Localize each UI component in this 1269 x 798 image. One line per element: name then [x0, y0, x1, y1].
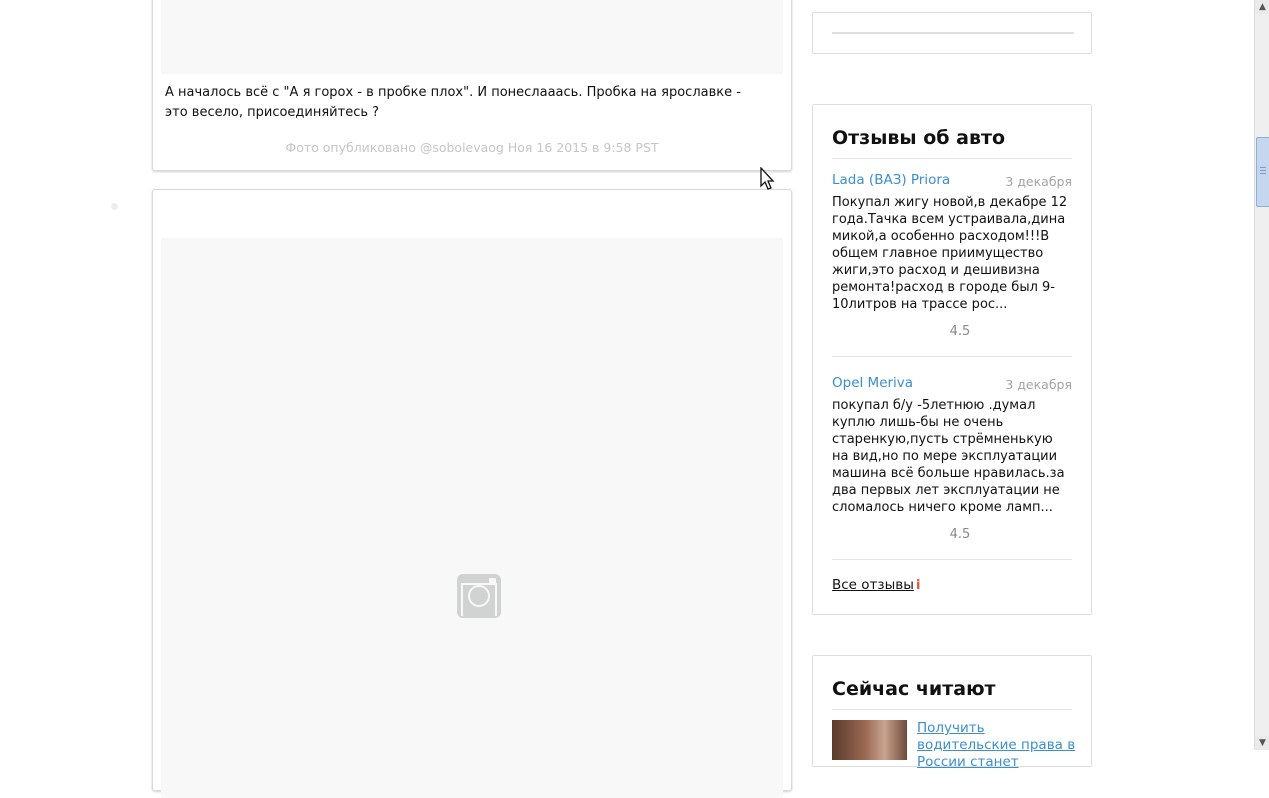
review-text: Покупал жигу новой,в декабре 12 года.Тачка всем устраивала,дина микой,а особенно расходом!!!В общем главное приимущество жиги,это расход и дешивизна ремонта!расход в городе был 9-10литров на трассе рос... [832, 195, 1068, 312]
instagram-embed-2 [152, 189, 792, 791]
instagram-embed-1 [152, 0, 792, 171]
instagram-media-2[interactable] [161, 238, 783, 798]
instagram-logo-icon [457, 574, 501, 618]
mouse-cursor-icon [760, 167, 776, 191]
review-item [832, 375, 1072, 550]
scroll-up-button[interactable]: ▲ [1255, 0, 1269, 14]
reviews-widget [812, 104, 1092, 615]
sidebar-widget-top [812, 12, 1092, 54]
review-date: 3 декабря [1005, 377, 1072, 392]
instagram-caption: А началось всё с "А я горох - в пробке плох". И понеслааась. Пробка на ярославке - это весело, присоединяйтесь ? [165, 85, 741, 120]
all-reviews-link[interactable]: Все отзывы [832, 577, 914, 593]
reviews-widget-title: Отзывы об авто [832, 127, 1006, 149]
divider [832, 158, 1072, 159]
review-text: покупал б/у -5летнюю .думал куплю лишь-бы не очень старенкую,пусть стрёмненькую на вид,но по мере эксплуатации машина всё больше нравилась.за два первых лет эксплуатации не сломалось ничего кроме ламп... [832, 398, 1065, 515]
article-link[interactable]: Получить водительские права в России станет [917, 720, 1076, 770]
vertical-scrollbar[interactable] [1254, 0, 1269, 750]
review-item [832, 172, 1072, 347]
instagram-meta[interactable]: Фото опубликовано @sobolevaog Ноя 16 2015 в 9:58 PST [285, 140, 659, 155]
scrollbar-thumb[interactable] [1256, 137, 1269, 207]
instagram-media-1[interactable] [161, 0, 783, 74]
divider [832, 32, 1074, 34]
divider [832, 356, 1072, 357]
divider [832, 709, 1072, 710]
now-reading-title: Сейчас читают [832, 678, 996, 700]
article-thumbnail[interactable] [832, 720, 907, 760]
now-reading-widget [812, 655, 1092, 770]
review-rating: 4.5 [949, 324, 971, 339]
decorative-dot [111, 203, 118, 210]
review-date: 3 декабря [1005, 174, 1072, 189]
info-icon[interactable]: i [916, 578, 921, 593]
review-model-link[interactable]: Lada (ВАЗ) Priora [832, 172, 951, 188]
divider [832, 559, 1072, 560]
review-model-link[interactable]: Opel Meriva [832, 375, 914, 391]
review-rating: 4.5 [949, 527, 971, 542]
scroll-down-button[interactable]: ▼ [1255, 736, 1269, 750]
